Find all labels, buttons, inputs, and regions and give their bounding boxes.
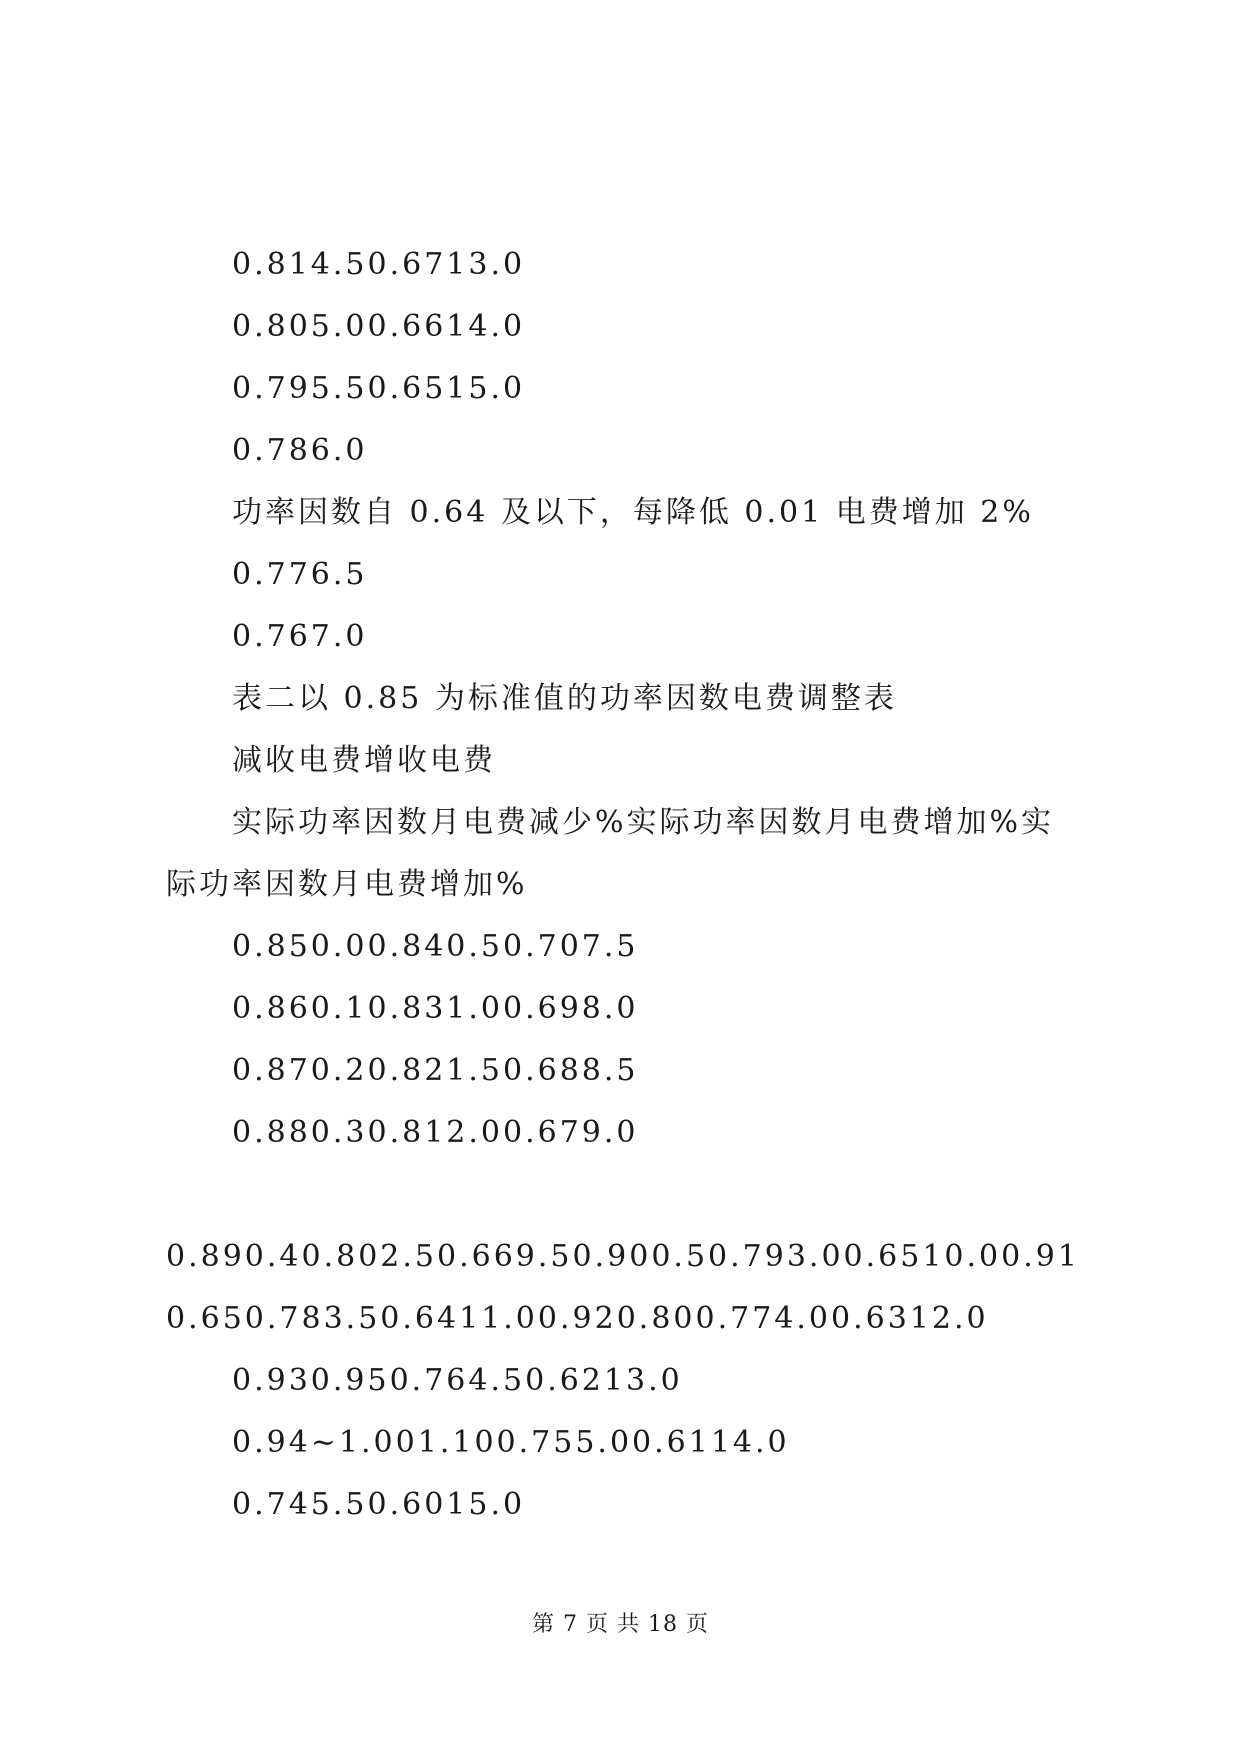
table-row: 0.94~1.001.100.755.00.6114.0 bbox=[232, 1425, 790, 1460]
table-row: 0.930.950.764.50.6213.0 bbox=[232, 1363, 683, 1398]
table-row: 0.795.50.6515.0 bbox=[232, 371, 526, 406]
table-row: 0.767.0 bbox=[232, 619, 368, 654]
table-row: 0.850.00.840.50.707.5 bbox=[232, 929, 639, 964]
table-row: 0.860.10.831.00.698.0 bbox=[232, 991, 639, 1026]
document-body bbox=[166, 234, 1086, 1536]
table-title: 表二以 0.85 为标准值的功率因数电费调整表 bbox=[232, 681, 897, 716]
table-header: 实际功率因数月电费减少%实际功率因数月电费增加%实际功率因数月电费增加% bbox=[166, 805, 1055, 902]
table-row: 0.870.20.821.50.688.5 bbox=[232, 1053, 639, 1088]
table-row: 0.745.50.6015.0 bbox=[232, 1487, 526, 1522]
page-number: 第 7 页 共 18 页 bbox=[532, 1612, 709, 1637]
table-row: 0.776.5 bbox=[232, 557, 368, 592]
table-row: 0.786.0 bbox=[232, 433, 368, 468]
table-row: 0.805.00.6614.0 bbox=[232, 309, 526, 344]
spacer bbox=[166, 1164, 1086, 1226]
table-row: 0.814.50.6713.0 bbox=[232, 247, 526, 282]
paragraph: 功率因数自 0.64 及以下，每降低 0.01 电费增加 2% bbox=[232, 495, 1034, 530]
table-row: 0.890.40.802.50.669.50.900.50.793.00.6510.00.910.650.783.50.6411.00.920.800.774.00.6312.0 bbox=[166, 1239, 1080, 1336]
table-row: 0.880.30.812.00.679.0 bbox=[232, 1115, 639, 1150]
table-header: 减收电费增收电费 bbox=[232, 743, 496, 778]
